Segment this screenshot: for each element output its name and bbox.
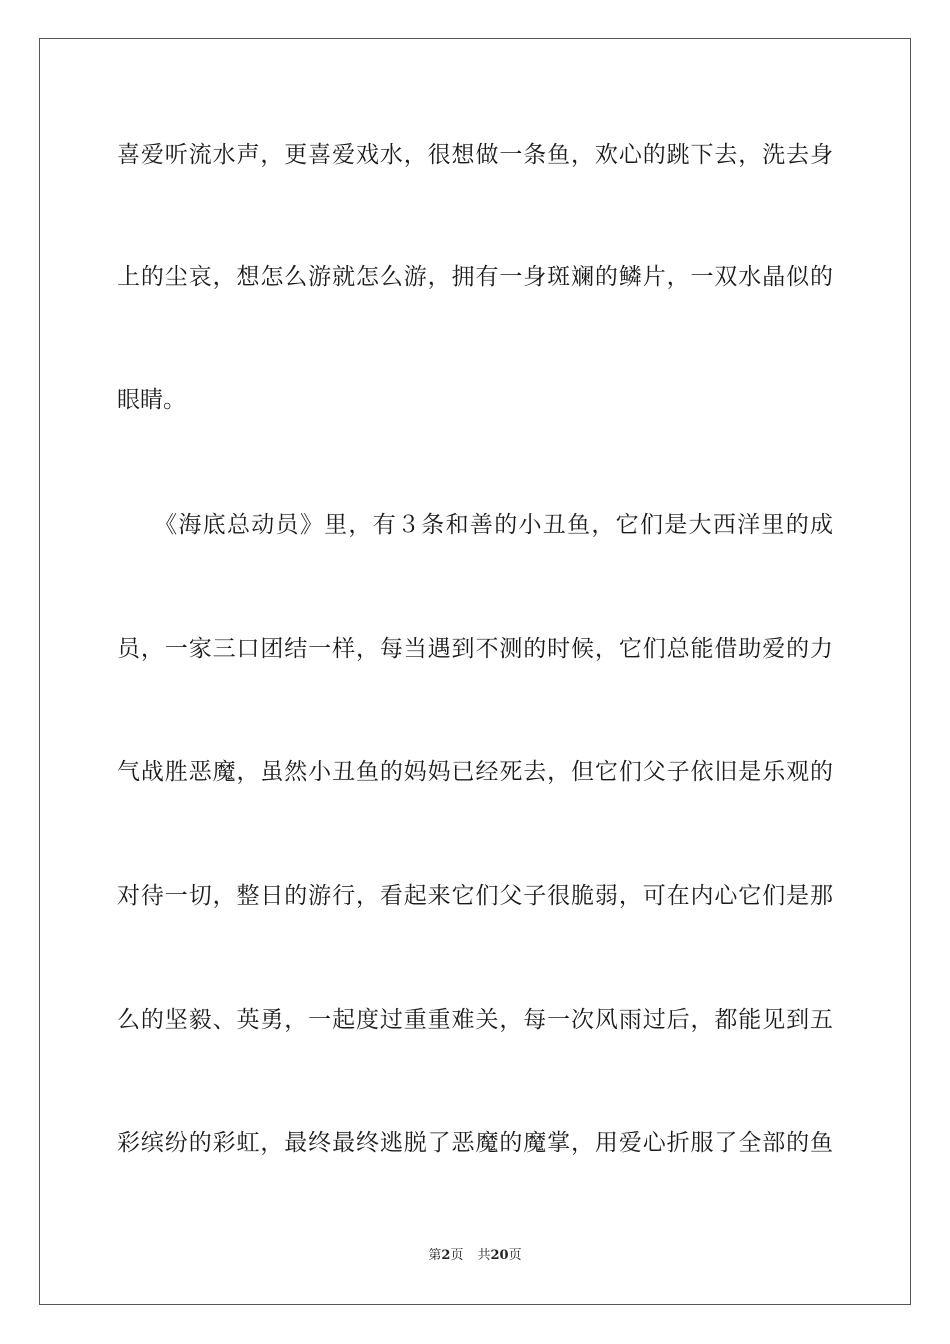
text-line-8: 么的坚毅、英勇，一起度过重重难关，每一次风雨过后，都能见到五 [117, 1007, 833, 1033]
text-line-3: 眼睛。 [117, 387, 186, 413]
text-line-4: 《海底总动员》里，有３条和善的小丑鱼，它们是大西洋里的成 [117, 512, 833, 538]
page-prefix: 第 [428, 1248, 442, 1263]
total-prefix: 共 [477, 1248, 491, 1263]
page-current: 2 [441, 1248, 451, 1263]
text-line-9: 彩缤纷的彩虹，最终最终逃脱了恶魔的魔掌，用爱心折服了全部的鱼 [117, 1130, 833, 1156]
text-line-1: 喜爱听流水声，更喜爱戏水，很想做一条鱼，欢心的跳下去，洗去身 [117, 142, 833, 168]
page-footer [0, 1247, 950, 1265]
text-line-7: 对待一切，整日的游行，看起来它们父子很脆弱，可在内心它们是那 [117, 883, 833, 909]
page-total: 20 [490, 1248, 509, 1263]
total-suffix: 页 [508, 1248, 522, 1263]
text-line-6: 气战胜恶魔，虽然小丑鱼的妈妈已经死去，但它们父子依旧是乐观的 [117, 759, 833, 785]
text-line-2: 上的尘哀，想怎么游就怎么游，拥有一身斑斓的鳞片，一双水晶似的 [117, 264, 833, 290]
text-line-5: 员，一家三口团结一样，每当遇到不测的时候，它们总能借助爱的力 [117, 636, 833, 662]
page-suffix: 页 [450, 1248, 464, 1263]
page-border [39, 38, 911, 1305]
